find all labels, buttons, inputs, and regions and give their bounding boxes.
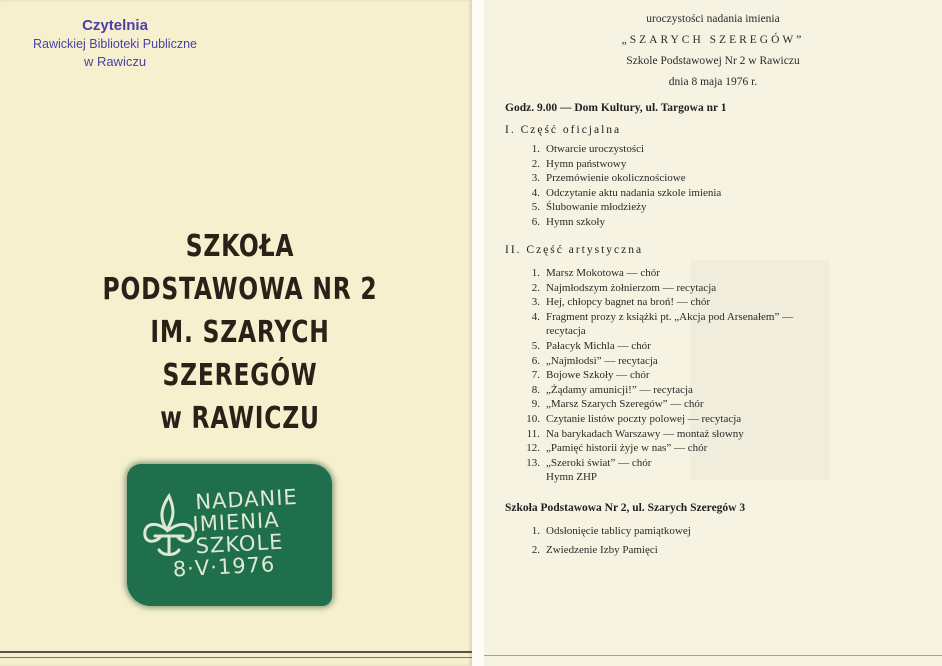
list-item: 6. Hymn szkoły <box>531 215 605 228</box>
emblem-text <box>172 484 335 582</box>
list-item: 8. „Żądamy amunicji!” — recytacja <box>531 383 693 396</box>
list-item: 10. Czytanie listów poczty polowej — recytacja <box>526 412 742 425</box>
part-2-title: II. Część artystyczna <box>505 244 644 256</box>
list-item: 1. Otwarcie uroczystości <box>531 143 645 155</box>
list-item: 5. Pałacyk Michla — chór <box>531 339 651 352</box>
cover-title-line-2: IM. SZARYCH SZEREGÓW <box>150 315 330 393</box>
list-item: 6. „Najmłodsi” — recytacja <box>531 354 658 367</box>
list-item: 2. Zwiedzenie Izby Pamięci <box>531 544 658 556</box>
emblem-line-1: NADANIE <box>194 484 299 515</box>
stamp-line-1: Czytelnia <box>82 17 148 34</box>
part-3-list <box>512 522 691 560</box>
cover-title-line-3: w RAWICZU <box>160 401 320 436</box>
stamp-line-3: w Rawiczu <box>83 54 147 69</box>
list-item-continuation: recytacja <box>546 325 586 338</box>
list-item: 13. „Szeroki świat” — chór <box>526 456 652 469</box>
emblem-line-4: 8·V·1976 <box>172 552 276 582</box>
list-item: 1. Odsłonięcie tablicy pamiątkowej <box>531 525 691 537</box>
cover-bottom-rule <box>0 651 472 653</box>
emblem-line-2: IMIENIA <box>191 507 281 537</box>
program-header-line-4: dnia 8 maja 1976 r. <box>668 76 758 88</box>
ceremony-emblem <box>127 464 332 606</box>
program-bottom-rule <box>484 655 942 656</box>
part-1-title: I. Część oficjalna <box>505 124 622 136</box>
program-header-line-3: Szkole Podstawowej Nr 2 w Rawiczu <box>626 55 800 67</box>
part-1-list <box>512 142 721 230</box>
page-gutter <box>472 0 484 666</box>
cover-title-line-1: SZKOŁA PODSTAWOWA NR 2 <box>102 229 378 307</box>
list-item: 11. Na barykadach Warszawy — montaż słowny <box>526 427 744 440</box>
list-item: 3. Przemówienie okolicznościowe <box>531 172 686 185</box>
library-stamp <box>30 17 200 71</box>
list-item: 9. „Marsz Szarych Szeregów” — chór <box>531 398 704 411</box>
stamp-line-2: Rawickiej Biblioteki Publiczne <box>33 37 197 51</box>
session-2-heading: Szkoła Podstawowa Nr 2, ul. Szarych Szeregów 3 <box>505 502 746 514</box>
list-item: 4. Fragment prozy z książki pt. „Akcja pod Arsenałem” — <box>531 310 794 323</box>
program-header-line-1: uroczystości nadania imienia <box>646 13 780 25</box>
list-item: 1. Marsz Mokotowa — chór <box>531 267 660 279</box>
session-1-heading: Godz. 9.00 — Dom Kultury, ul. Targowa nr 1 <box>505 102 727 114</box>
list-item-continuation: Hymn ZHP <box>546 471 598 484</box>
list-item: 5. Ślubowanie młodzieży <box>531 201 647 214</box>
part-2-list <box>512 266 793 485</box>
list-item: 12. „Pamięć historii żyje w nas” — chór <box>526 442 708 455</box>
list-item: 2. Najmłodszym żołnierzom — recytacja <box>531 281 717 294</box>
list-item: 2. Hymn państwowy <box>531 157 627 170</box>
cover-bottom-rule-2 <box>0 657 472 658</box>
emblem-line-3: SZKOLE <box>195 529 285 559</box>
list-item: 7. Bojowe Szkoły — chór <box>531 369 650 382</box>
program-header-line-2: „SZARYCH SZEREGÓW” <box>621 34 805 46</box>
cover-title <box>84 225 396 440</box>
list-item: 4. Odczytanie aktu nadania szkole imienia <box>531 186 722 199</box>
list-item: 3. Hej, chłopcy bagnet na broń! — chór <box>531 296 711 309</box>
